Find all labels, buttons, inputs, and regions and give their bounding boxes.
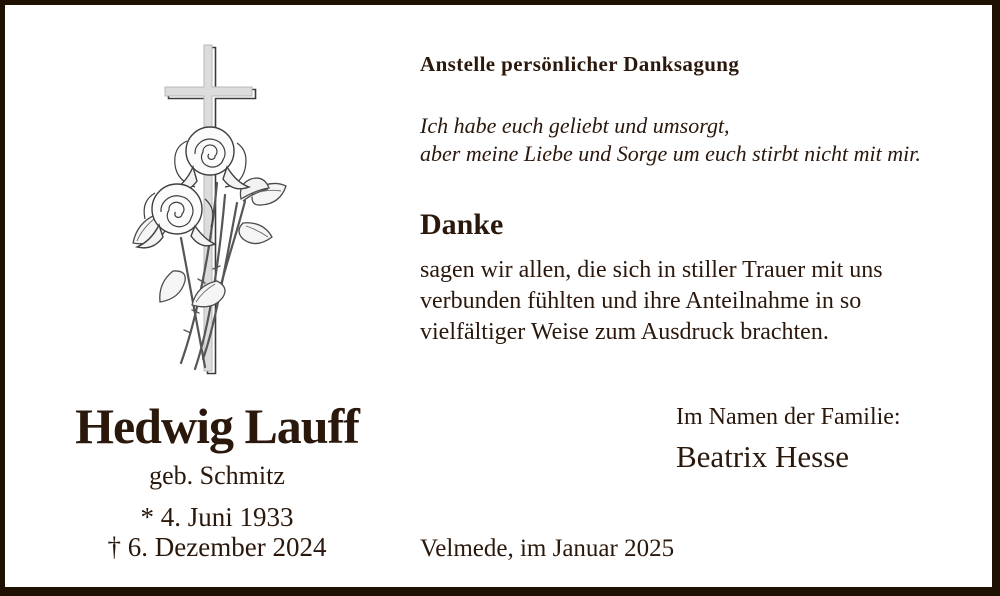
thanks-line-3: vielfältiger Weise zum Ausdruck brachten. [420, 319, 829, 345]
family-name: Beatrix Hesse [676, 439, 850, 474]
quote-line-2: aber meine Liebe und Sorge um euch stirbt nicht mit mir. [420, 141, 921, 166]
family-intro: Im Namen der Familie: [676, 404, 901, 430]
thanks-line-2: verbunden fühlten und ihre Anteilnahme in so [420, 288, 862, 314]
place-and-date: Velmede, im Januar 2025 [420, 535, 675, 562]
deceased-name: Hedwig Lauff [75, 398, 359, 454]
dedication-heading: Anstelle persönlicher Danksagung [420, 52, 740, 76]
quote-line-1: Ich habe euch geliebt und umsorgt, [420, 113, 730, 138]
thanks-paragraph [420, 255, 883, 348]
deceased-birth-name: geb. Schmitz [149, 461, 285, 490]
memorial-quote [420, 112, 921, 168]
thanks-line-1: sagen wir allen, die sich in stiller Trauer mit uns [420, 257, 883, 283]
family-signature [676, 403, 901, 475]
cross-with-roses-icon [125, 33, 297, 381]
thanks-title: Danke [420, 208, 504, 241]
deceased-death-date: † 6. Dezember 2024 [107, 532, 327, 562]
deceased-birth-date: * 4. Juni 1933 [140, 502, 294, 532]
